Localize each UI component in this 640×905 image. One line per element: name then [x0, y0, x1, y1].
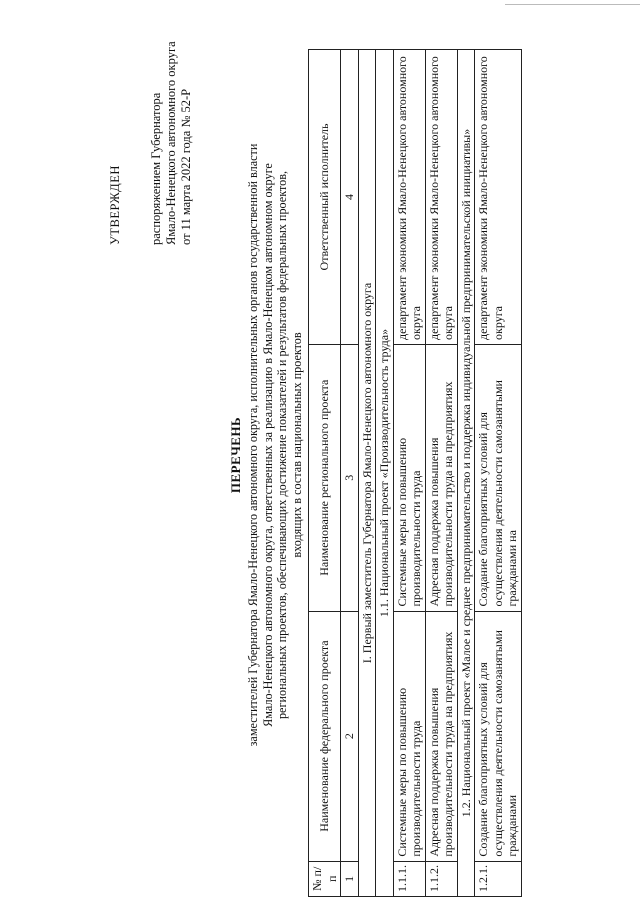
- national-project-row: [457, 50, 475, 897]
- approved-heading: УТВЕРЖДЕН: [108, 165, 122, 245]
- header-federal-project: Наименование федерального проекта: [309, 611, 341, 861]
- document-title: ПЕРЕЧЕНЬ: [228, 416, 243, 494]
- national-project-heading: 1.1. Национальный проект «Производительность труда»: [376, 50, 394, 897]
- subtitle-line-4: входящих в состав национальных проектов: [289, 332, 304, 558]
- federal-project-cell: Системные меры по повышению производительности труда: [393, 611, 425, 861]
- document-subtitle: [246, 25, 304, 865]
- subtitle-line-1: заместителей Губернатора Ямало-Ненецкого автономного округа, исполнительных органов государственной власти: [246, 143, 260, 747]
- header-executor: Ответственный исполнитель: [309, 50, 341, 345]
- national-project-row: [376, 50, 394, 897]
- column-number: 3: [341, 344, 359, 611]
- table-row: [393, 50, 425, 897]
- regional-project-cell: Системные меры по повышению производительности труда: [393, 344, 425, 611]
- row-number: 1.1.2.: [425, 861, 457, 896]
- column-number: 2: [341, 611, 359, 861]
- table-header-row: [309, 50, 341, 897]
- regional-project-cell: Адресная поддержка повышения производительности труда на предприятиях: [425, 344, 457, 611]
- subtitle-line-2: Ямало-Ненецкого автономного округа, ответственных за реализацию в Ямало-Ненецком автономном округе: [260, 163, 275, 727]
- projects-table: [308, 49, 522, 897]
- approval-line-3: от 11 марта 2022 года № 52-Р: [179, 88, 193, 245]
- row-number: 1.1.1.: [393, 861, 425, 896]
- executor-text: департамент экономики Ямало-Ненецкого автономного округа: [476, 56, 505, 340]
- approval-line-1: распоряжением Губернатора: [149, 92, 163, 245]
- approval-line-2: Ямало-Ненецкого автономного округа: [164, 41, 178, 245]
- regional-project-text: Создание благоприятных условий для осуществления деятельности самозанятыми гражданами на: [476, 380, 519, 607]
- column-numbers-row: [341, 50, 359, 897]
- section-heading: I. Первый заместитель Губернатора Ямало-Ненецкого автономного округа: [358, 50, 376, 897]
- table-row: [425, 50, 457, 897]
- column-number: 1: [341, 861, 359, 896]
- executor-cell: департамент экономики Ямало-Ненецкого автономного округа: [393, 50, 425, 345]
- regional-project-cell: [475, 344, 522, 611]
- section-row: [358, 50, 376, 897]
- federal-project-cell: Адресная поддержка повышения производительности труда на предприятиях: [425, 611, 457, 861]
- header-number: № п/п: [309, 861, 341, 896]
- header-regional-project: Наименование регионального проекта: [309, 344, 341, 611]
- subtitle-line-3: региональных проектов, обеспечивающих достижение показателей и результатов федеральных проектов,: [275, 170, 289, 720]
- federal-project-text: Создание благоприятных условий для осуществления деятельности самозанятыми гражданами: [476, 630, 519, 857]
- approval-stamp: [108, 5, 194, 245]
- executor-cell: департамент экономики Ямало-Ненецкого автономного округа: [425, 50, 457, 345]
- executor-cell: [475, 50, 522, 345]
- column-number: 4: [341, 50, 359, 345]
- federal-project-cell: [475, 611, 522, 861]
- table-row: [475, 50, 522, 897]
- row-number: 1.2.1.: [475, 861, 522, 896]
- national-project-heading: 1.2. Национальный проект «Малое и среднее предпринимательство и поддержка индивидуальной предпринимательской инициативы»: [457, 50, 475, 897]
